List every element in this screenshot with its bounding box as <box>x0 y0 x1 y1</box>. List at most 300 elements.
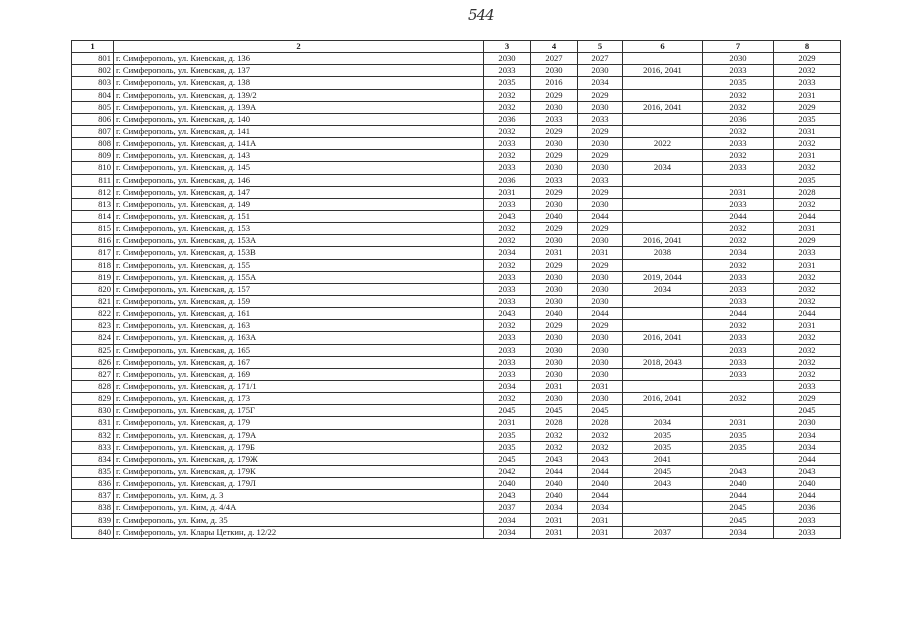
year-cell: 2033 <box>531 174 578 186</box>
year-cell: 2033 <box>484 198 531 210</box>
row-number: 819 <box>72 271 114 283</box>
year-cell: 2036 <box>484 113 531 125</box>
column-header: 5 <box>578 41 623 53</box>
address-cell: г. Симферополь, ул. Киевская, д. 171/1 <box>114 380 484 392</box>
year-cell: 2030 <box>531 344 578 356</box>
year-cell: 2032 <box>484 223 531 235</box>
address-cell: г. Симферополь, ул. Киевская, д. 179 <box>114 417 484 429</box>
year-cell: 2032 <box>774 283 841 295</box>
year-cell: 2032 <box>703 393 774 405</box>
year-cell: 2031 <box>484 417 531 429</box>
registry-table <box>71 40 841 539</box>
year-cell: 2043 <box>484 308 531 320</box>
year-cell: 2032 <box>703 89 774 101</box>
year-cell: 2032 <box>703 235 774 247</box>
year-cell: 2031 <box>774 150 841 162</box>
years-cell <box>623 405 703 417</box>
address-cell: г. Симферополь, ул. Киевская, д. 147 <box>114 186 484 198</box>
row-number: 839 <box>72 514 114 526</box>
row-number: 815 <box>72 223 114 235</box>
year-cell: 2032 <box>703 150 774 162</box>
year-cell: 2029 <box>531 223 578 235</box>
year-cell: 2030 <box>578 295 623 307</box>
years-cell <box>623 502 703 514</box>
year-cell: 2035 <box>703 429 774 441</box>
year-cell: 2033 <box>703 295 774 307</box>
year-cell: 2033 <box>774 526 841 538</box>
year-cell: 2045 <box>774 405 841 417</box>
year-cell: 2043 <box>774 465 841 477</box>
address-cell: г. Симферополь, ул. Киевская, д. 179Ж <box>114 453 484 465</box>
year-cell: 2032 <box>484 150 531 162</box>
address-cell: г. Симферополь, ул. Киевская, д. 169 <box>114 368 484 380</box>
year-cell: 2045 <box>578 405 623 417</box>
year-cell: 2040 <box>703 478 774 490</box>
year-cell: 2035 <box>703 77 774 89</box>
year-cell: 2029 <box>531 320 578 332</box>
years-cell: 2037 <box>623 526 703 538</box>
years-cell <box>623 53 703 65</box>
address-cell: г. Симферополь, ул. Киевская, д. 141 <box>114 125 484 137</box>
table-row <box>72 380 841 392</box>
year-cell: 2040 <box>774 478 841 490</box>
year-cell: 2029 <box>531 150 578 162</box>
table-row <box>72 101 841 113</box>
year-cell: 2033 <box>703 344 774 356</box>
years-cell <box>623 125 703 137</box>
year-cell <box>703 405 774 417</box>
address-cell: г. Симферополь, ул. Киевская, д. 139А <box>114 101 484 113</box>
year-cell: 2032 <box>484 393 531 405</box>
year-cell: 2032 <box>774 198 841 210</box>
year-cell: 2030 <box>578 344 623 356</box>
row-number: 832 <box>72 429 114 441</box>
row-number: 805 <box>72 101 114 113</box>
address-cell: г. Симферополь, ул. Киевская, д. 146 <box>114 174 484 186</box>
year-cell: 2032 <box>774 138 841 150</box>
year-cell: 2044 <box>578 465 623 477</box>
row-number: 829 <box>72 393 114 405</box>
year-cell: 2031 <box>578 247 623 259</box>
year-cell: 2033 <box>484 138 531 150</box>
year-cell: 2030 <box>703 53 774 65</box>
year-cell: 2031 <box>703 186 774 198</box>
year-cell: 2035 <box>484 77 531 89</box>
year-cell: 2028 <box>578 417 623 429</box>
year-cell: 2029 <box>774 235 841 247</box>
year-cell: 2030 <box>578 162 623 174</box>
year-cell: 2044 <box>578 490 623 502</box>
row-number: 830 <box>72 405 114 417</box>
year-cell: 2029 <box>578 89 623 101</box>
year-cell: 2040 <box>531 490 578 502</box>
year-cell: 2034 <box>774 441 841 453</box>
address-cell: г. Симферополь, ул. Киевская, д. 153 <box>114 223 484 235</box>
row-number: 827 <box>72 368 114 380</box>
row-number: 838 <box>72 502 114 514</box>
year-cell: 2040 <box>531 308 578 320</box>
year-cell: 2032 <box>703 101 774 113</box>
row-number: 817 <box>72 247 114 259</box>
page-number: 544 <box>468 6 494 24</box>
year-cell: 2044 <box>578 308 623 320</box>
years-cell <box>623 223 703 235</box>
years-cell <box>623 259 703 271</box>
years-cell <box>623 198 703 210</box>
year-cell: 2033 <box>703 356 774 368</box>
year-cell: 2045 <box>703 502 774 514</box>
address-cell: г. Симферополь, ул. Киевская, д. 139/2 <box>114 89 484 101</box>
year-cell: 2016 <box>531 77 578 89</box>
year-cell: 2045 <box>484 405 531 417</box>
table-row <box>72 368 841 380</box>
years-cell: 2038 <box>623 247 703 259</box>
year-cell: 2032 <box>484 259 531 271</box>
table-row <box>72 429 841 441</box>
table-row <box>72 465 841 477</box>
row-number: 813 <box>72 198 114 210</box>
year-cell: 2044 <box>774 453 841 465</box>
year-cell: 2030 <box>531 65 578 77</box>
year-cell: 2031 <box>531 526 578 538</box>
year-cell: 2032 <box>774 332 841 344</box>
column-header: 6 <box>623 41 703 53</box>
year-cell: 2033 <box>703 138 774 150</box>
address-cell: г. Симферополь, ул. Киевская, д. 179К <box>114 465 484 477</box>
year-cell: 2034 <box>578 77 623 89</box>
year-cell: 2033 <box>703 368 774 380</box>
year-cell: 2030 <box>578 65 623 77</box>
row-number: 807 <box>72 125 114 137</box>
year-cell: 2044 <box>703 308 774 320</box>
year-cell: 2036 <box>703 113 774 125</box>
year-cell: 2033 <box>484 271 531 283</box>
years-cell: 2019, 2044 <box>623 271 703 283</box>
year-cell: 2032 <box>774 271 841 283</box>
row-number: 831 <box>72 417 114 429</box>
years-cell: 2016, 2041 <box>623 101 703 113</box>
table-row <box>72 138 841 150</box>
years-cell: 2045 <box>623 465 703 477</box>
table-body <box>72 53 841 539</box>
year-cell: 2033 <box>484 332 531 344</box>
year-cell: 2035 <box>774 113 841 125</box>
table-row <box>72 162 841 174</box>
row-number: 824 <box>72 332 114 344</box>
address-cell: г. Симферополь, ул. Киевская, д. 140 <box>114 113 484 125</box>
table-row <box>72 198 841 210</box>
table-row <box>72 490 841 502</box>
year-cell: 2032 <box>703 125 774 137</box>
year-cell: 2030 <box>531 138 578 150</box>
years-cell: 2016, 2041 <box>623 332 703 344</box>
year-cell: 2030 <box>578 198 623 210</box>
table-row <box>72 77 841 89</box>
row-number: 828 <box>72 380 114 392</box>
year-cell: 2030 <box>578 271 623 283</box>
year-cell: 2030 <box>531 295 578 307</box>
address-cell: г. Симферополь, ул. Киевская, д. 138 <box>114 77 484 89</box>
row-number: 803 <box>72 77 114 89</box>
table-row <box>72 344 841 356</box>
table-row <box>72 150 841 162</box>
table-row <box>72 332 841 344</box>
year-cell: 2032 <box>774 162 841 174</box>
year-cell: 2028 <box>774 186 841 198</box>
address-cell: г. Симферополь, ул. Киевская, д. 143 <box>114 150 484 162</box>
table-row <box>72 223 841 235</box>
year-cell: 2030 <box>484 53 531 65</box>
year-cell: 2031 <box>774 223 841 235</box>
year-cell: 2029 <box>531 125 578 137</box>
row-number: 822 <box>72 308 114 320</box>
year-cell: 2035 <box>484 441 531 453</box>
years-cell: 2034 <box>623 283 703 295</box>
year-cell: 2029 <box>531 186 578 198</box>
address-cell: г. Симферополь, ул. Киевская, д. 173 <box>114 393 484 405</box>
table-row <box>72 235 841 247</box>
year-cell: 2030 <box>578 332 623 344</box>
years-cell <box>623 186 703 198</box>
year-cell: 2037 <box>484 502 531 514</box>
year-cell: 2031 <box>774 259 841 271</box>
row-number: 801 <box>72 53 114 65</box>
address-cell: г. Симферополь, ул. Киевская, д. 155 <box>114 259 484 271</box>
year-cell: 2032 <box>484 235 531 247</box>
year-cell: 2032 <box>578 441 623 453</box>
table-row <box>72 125 841 137</box>
table-row <box>72 478 841 490</box>
years-cell <box>623 380 703 392</box>
column-header: 8 <box>774 41 841 53</box>
years-cell: 2035 <box>623 441 703 453</box>
year-cell: 2043 <box>703 465 774 477</box>
year-cell: 2034 <box>578 502 623 514</box>
years-cell: 2018, 2043 <box>623 356 703 368</box>
year-cell: 2032 <box>774 356 841 368</box>
year-cell: 2033 <box>484 65 531 77</box>
year-cell: 2029 <box>531 259 578 271</box>
year-cell: 2040 <box>531 478 578 490</box>
row-number: 810 <box>72 162 114 174</box>
year-cell: 2029 <box>578 186 623 198</box>
years-cell <box>623 210 703 222</box>
years-cell <box>623 174 703 186</box>
year-cell: 2040 <box>531 210 578 222</box>
year-cell: 2032 <box>531 441 578 453</box>
row-number: 811 <box>72 174 114 186</box>
row-number: 812 <box>72 186 114 198</box>
year-cell: 2033 <box>484 368 531 380</box>
years-cell <box>623 77 703 89</box>
years-cell: 2034 <box>623 162 703 174</box>
years-cell <box>623 368 703 380</box>
row-number: 836 <box>72 478 114 490</box>
years-cell <box>623 320 703 332</box>
year-cell: 2031 <box>578 514 623 526</box>
year-cell: 2032 <box>774 344 841 356</box>
address-cell: г. Симферополь, ул. Киевская, д. 165 <box>114 344 484 356</box>
address-cell: г. Симферополь, ул. Киевская, д. 179А <box>114 429 484 441</box>
table-row <box>72 502 841 514</box>
year-cell <box>703 453 774 465</box>
row-number: 804 <box>72 89 114 101</box>
year-cell: 2033 <box>774 77 841 89</box>
year-cell: 2044 <box>531 465 578 477</box>
address-cell: г. Симферополь, ул. Киевская, д. 179Б <box>114 441 484 453</box>
year-cell: 2031 <box>774 89 841 101</box>
row-number: 833 <box>72 441 114 453</box>
address-cell: г. Симферополь, ул. Киевская, д. 141А <box>114 138 484 150</box>
year-cell: 2034 <box>484 380 531 392</box>
year-cell: 2044 <box>774 308 841 320</box>
year-cell: 2034 <box>703 526 774 538</box>
year-cell: 2044 <box>703 210 774 222</box>
address-cell: г. Симферополь, ул. Киевская, д. 153А <box>114 235 484 247</box>
year-cell: 2033 <box>703 65 774 77</box>
row-number: 825 <box>72 344 114 356</box>
table-row <box>72 186 841 198</box>
year-cell: 2033 <box>703 332 774 344</box>
row-number: 806 <box>72 113 114 125</box>
address-cell: г. Симферополь, ул. Киевская, д. 149 <box>114 198 484 210</box>
year-cell: 2042 <box>484 465 531 477</box>
row-number: 821 <box>72 295 114 307</box>
year-cell: 2029 <box>578 259 623 271</box>
year-cell: 2044 <box>774 210 841 222</box>
year-cell: 2033 <box>578 113 623 125</box>
year-cell: 2032 <box>484 89 531 101</box>
year-cell: 2034 <box>484 514 531 526</box>
years-cell <box>623 113 703 125</box>
row-number: 834 <box>72 453 114 465</box>
year-cell: 2031 <box>578 380 623 392</box>
year-cell: 2034 <box>484 526 531 538</box>
year-cell: 2030 <box>578 101 623 113</box>
address-cell: г. Симферополь, ул. Киевская, д. 159 <box>114 295 484 307</box>
table-row <box>72 259 841 271</box>
address-cell: г. Симферополь, ул. Ким, д. 3 <box>114 490 484 502</box>
year-cell: 2031 <box>703 417 774 429</box>
column-header: 1 <box>72 41 114 53</box>
year-cell: 2035 <box>703 441 774 453</box>
year-cell: 2034 <box>484 247 531 259</box>
year-cell: 2031 <box>531 247 578 259</box>
address-cell: г. Симферополь, ул. Киевская, д. 163 <box>114 320 484 332</box>
year-cell: 2030 <box>578 138 623 150</box>
year-cell: 2030 <box>531 101 578 113</box>
year-cell: 2027 <box>578 53 623 65</box>
year-cell: 2033 <box>484 344 531 356</box>
year-cell: 2030 <box>531 368 578 380</box>
year-cell <box>703 380 774 392</box>
year-cell: 2030 <box>774 417 841 429</box>
year-cell: 2031 <box>531 514 578 526</box>
years-cell: 2043 <box>623 478 703 490</box>
year-cell: 2034 <box>531 502 578 514</box>
year-cell: 2028 <box>531 417 578 429</box>
column-header: 2 <box>114 41 484 53</box>
table-row <box>72 441 841 453</box>
year-cell: 2032 <box>531 429 578 441</box>
row-number: 823 <box>72 320 114 332</box>
year-cell: 2033 <box>484 356 531 368</box>
year-cell: 2033 <box>703 198 774 210</box>
years-cell <box>623 490 703 502</box>
table-row <box>72 247 841 259</box>
year-cell: 2033 <box>774 380 841 392</box>
year-cell: 2031 <box>578 526 623 538</box>
address-cell: г. Симферополь, ул. Киевская, д. 151 <box>114 210 484 222</box>
table-row <box>72 210 841 222</box>
table-row <box>72 526 841 538</box>
year-cell: 2043 <box>484 210 531 222</box>
year-cell: 2029 <box>578 150 623 162</box>
year-cell: 2045 <box>703 514 774 526</box>
years-cell <box>623 308 703 320</box>
year-cell: 2045 <box>531 405 578 417</box>
year-cell: 2030 <box>578 235 623 247</box>
year-cell: 2033 <box>703 283 774 295</box>
row-number: 816 <box>72 235 114 247</box>
table-row <box>72 283 841 295</box>
years-cell: 2035 <box>623 429 703 441</box>
year-cell: 2030 <box>531 235 578 247</box>
year-cell: 2031 <box>531 380 578 392</box>
address-cell: г. Симферополь, ул. Киевская, д. 167 <box>114 356 484 368</box>
row-number: 809 <box>72 150 114 162</box>
year-cell: 2040 <box>578 478 623 490</box>
table-row <box>72 514 841 526</box>
year-cell: 2029 <box>774 393 841 405</box>
years-cell: 2034 <box>623 417 703 429</box>
year-cell: 2033 <box>484 295 531 307</box>
years-cell <box>623 295 703 307</box>
table-row <box>72 113 841 125</box>
table-row <box>72 453 841 465</box>
year-cell: 2030 <box>531 198 578 210</box>
year-cell: 2043 <box>531 453 578 465</box>
row-number: 820 <box>72 283 114 295</box>
year-cell: 2030 <box>578 393 623 405</box>
table-row <box>72 356 841 368</box>
table-row <box>72 320 841 332</box>
years-cell <box>623 514 703 526</box>
row-number: 802 <box>72 65 114 77</box>
year-cell: 2033 <box>703 271 774 283</box>
year-cell: 2032 <box>703 320 774 332</box>
year-cell: 2031 <box>774 320 841 332</box>
year-cell: 2044 <box>578 210 623 222</box>
table-row <box>72 393 841 405</box>
address-cell: г. Симферополь, ул. Киевская, д. 145 <box>114 162 484 174</box>
table-row <box>72 271 841 283</box>
years-cell: 2016, 2041 <box>623 393 703 405</box>
table-row <box>72 417 841 429</box>
year-cell: 2029 <box>578 223 623 235</box>
years-cell: 2041 <box>623 453 703 465</box>
column-header: 7 <box>703 41 774 53</box>
address-cell: г. Симферополь, ул. Киевская, д. 161 <box>114 308 484 320</box>
year-cell: 2032 <box>774 368 841 380</box>
year-cell: 2040 <box>484 478 531 490</box>
year-cell: 2030 <box>578 283 623 295</box>
year-cell: 2030 <box>531 393 578 405</box>
year-cell: 2033 <box>774 247 841 259</box>
row-number: 818 <box>72 259 114 271</box>
table-row <box>72 65 841 77</box>
row-number: 837 <box>72 490 114 502</box>
